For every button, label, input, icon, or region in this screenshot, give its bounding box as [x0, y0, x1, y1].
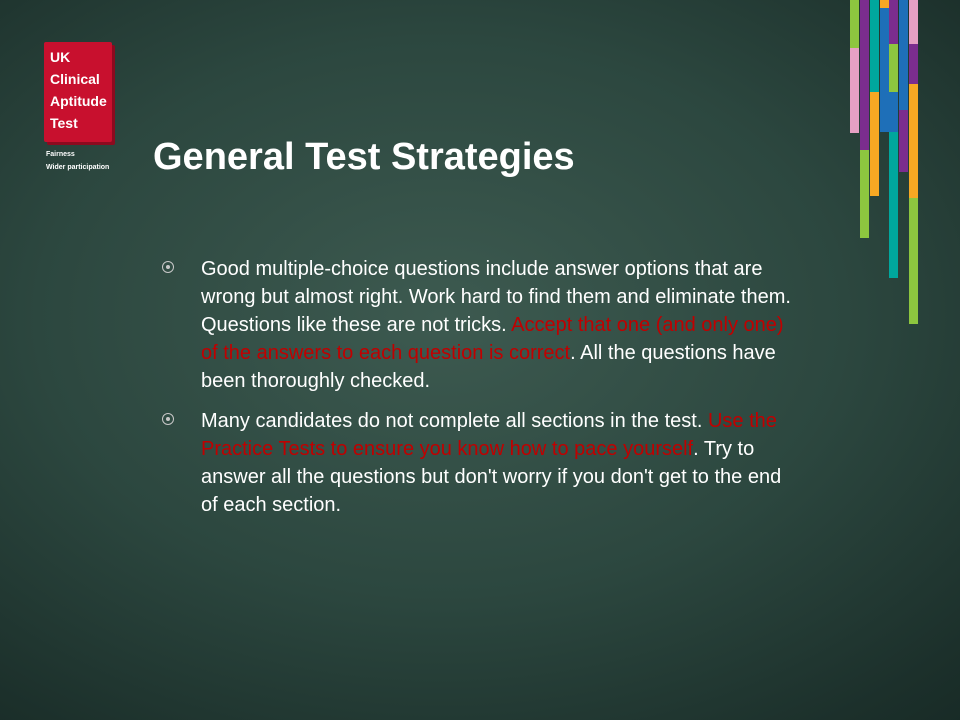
stripe — [889, 0, 898, 44]
text-run: Many candidates do not complete all sections in the test. — [201, 410, 708, 432]
text-run: . All the questions have been thoroughly checked. — [201, 342, 776, 392]
stripe — [909, 198, 918, 324]
circle-bullet-icon — [162, 261, 174, 273]
highlighted-text-run: Use the Practice Tests to ensure you know how to pace yourself — [201, 410, 777, 460]
stripe — [850, 48, 859, 133]
text-run: Good multiple-choice questions include answer options that are wrong but almost right. Work hard to find them and eliminate them. Questions like these are not tricks. — [201, 258, 791, 336]
stripe — [860, 0, 869, 150]
stripe — [909, 0, 918, 44]
logo-line-aptitude: Aptitude — [50, 93, 107, 109]
logo-line-uk: UK — [50, 49, 71, 65]
stripe — [889, 92, 898, 132]
stripe — [899, 110, 908, 172]
ucat-logo — [44, 42, 128, 174]
stripe — [850, 0, 859, 48]
bullet-item — [160, 407, 800, 519]
stripe — [880, 8, 889, 132]
stripe — [889, 44, 898, 92]
logo-line-test: Test — [50, 115, 78, 131]
slide-body — [160, 255, 800, 531]
stripe — [889, 132, 898, 278]
stripe — [880, 0, 889, 8]
logo-tagline-participation: Wider participation — [46, 164, 110, 171]
highlighted-text-run: Accept that one (and only one) of the answers to each question is correct — [201, 314, 784, 364]
stripe — [909, 44, 918, 84]
stripe — [870, 0, 879, 92]
bullet-item — [160, 255, 800, 395]
bullet-text — [201, 410, 781, 516]
text-run: . Try to answer all the questions but don't worry if you don't get to the end of each section. — [201, 438, 782, 516]
circle-bullet-icon — [162, 413, 174, 425]
logo-badge — [44, 42, 112, 142]
logo-line-clinical: Clinical — [50, 71, 100, 87]
logo-tagline-fairness: Fairness — [46, 151, 75, 158]
stripe — [909, 84, 918, 198]
stripe — [860, 150, 869, 238]
stripe — [870, 92, 879, 196]
stripe — [899, 0, 908, 110]
slide-title: General Test Strategies — [153, 136, 575, 178]
bullet-text — [201, 258, 791, 392]
